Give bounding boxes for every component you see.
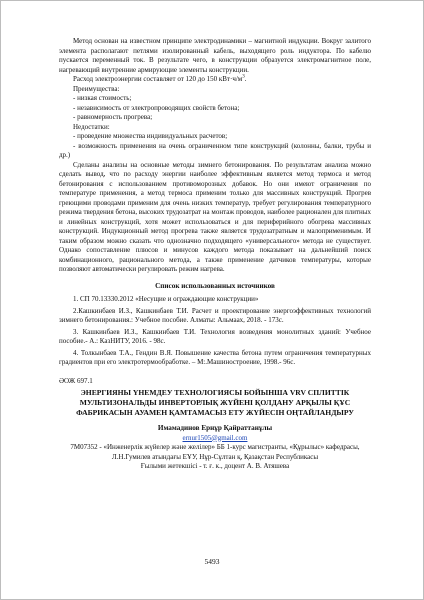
supervisor-line: Ғылыми жетекшісі - т. ғ. к., доцент А. В. Атяшева	[140, 462, 290, 470]
reference-item: 3. Кашкинбаев И.З., Кашкинбаев Т.И. Технология возведения монолитных зданий: Учебное пособие.- А.: КазНИТУ, 2016. - 98с.	[59, 327, 371, 345]
advantages-heading: Преимущества:	[73, 84, 120, 93]
advantage-item: - независимость от электропроводящих свойств бетона;	[73, 103, 240, 112]
reference-item: 1. СП 70.13330.2012 «Несущие и ограждающие конструкции»	[73, 295, 259, 303]
page-content	[59, 37, 371, 472]
page-number: 5493	[204, 557, 220, 566]
disadvantage-item: - возможность применения на очень ограниченном типе конструкций (колонны, балки, трубы и др.)	[59, 141, 371, 159]
author-name: Имамадинов Ернұр Қайраттанұлы	[157, 424, 273, 432]
author-email-link[interactable]: ernur1505@gmail.com	[182, 433, 248, 442]
references-heading: Список использованных источников	[155, 281, 275, 290]
disadvantages-heading: Недостатки:	[73, 122, 110, 131]
reference-item: 4. Толкынбаев Т.А., Гендин В.Я. Повышение качества бетона путем ограничения температурных градиентов при его электротермообработке. – М:.Машиностроение, 1998.- 96с.	[59, 348, 371, 366]
body-paragraph-conclusion: Сделаны анализы на основные методы зимнего бетонирования. По результатам анализа можно сделать вывод, что по расходу энергии наиболее эффективным является метод термоса и метод бетонирования с использованием противоморозных добавок. Но они имеют ограничения по температуре применения, а метод термоса применим только для массивных конструкций. Прогрев греющими проводами применим для очень низких температур, требует регулирования температурного режима твердения бетона, высоких трудозатрат на монтаж проводов, наиболее рационален для плитных и линейных конструкций, хотя может использоваться и для периферийного обогрева массивных конструкций. Индукционный метод прогрева также является трудозатратным и малоприменимым. И таким образом можно сказать что однозначно подходящего «универсального» метода не существует. Однако сопоставление плюсов и минусов каждого метода показывает на дальнейший поиск комбинационного, рационального метода, а также применение датчиков температуры, которые позволяют автоматически регулировать режим нагрева.	[59, 160, 371, 273]
body-paragraph-1: Метод основан на известном принципе электродинамики – магнитной индукции. Вокруг залитого элемента располагают петлями изолированный кабель, выходящего роль индуктора. По кабелю пускается переменный ток. В результате чего, в конструкции образуется электромагнитное поле, нагревающий внутренние армирующие элементы конструкции.	[59, 37, 371, 74]
disadvantage-item: - проведение множества индивидуальных расчетов;	[73, 132, 228, 140]
author-affiliation: 7М07352 - «Инженерлік жүйелер және желілер» ББ 1-курс магистранты, «Құрылыс» кафедрасы, Л.Н.Гумилев атындағы ЕҰУ, Нұр-Сұлтан қ, Қазақстан Республикасы	[70, 443, 360, 461]
reference-item: 2.Кашкинбаев И.З., Кашкинбаев Т.И. Расчет и проектирование энергоэффективных технологий зимнего бетонирования.: Учебное пособие. Алматы: Альмаах, 2018. - 173с.	[59, 306, 371, 324]
energy-consumption-text: Расход электроэнергии составляет от 120 до 150 $кВт\cdot ч/м^3$.	[73, 74, 247, 83]
advantage-item: - низкая стоимость;	[73, 94, 132, 102]
udc-code: ӘОЖ 697.1	[59, 376, 93, 385]
article-title: ЭНЕРГИЯНЫ ҮНЕМДЕУ ТЕХНОЛОГИЯСЫ БОЙЫНША VRV СПЛИТТІК МУЛЬТИЗОНАЛЬДЫ ИНВЕРТОРЛЫҚ ЖҮЙЕНІ ҚОЛДАНУ АРҚЫЛЫ ҚҰС ФАБРИКАСЫН АУАМЕН ҚАМТАМАСЫЗ ЕТУ ЖҮЙЕСІН ОҢТАЙЛАНДЫРУ	[76, 388, 354, 417]
advantage-item: - равномерность прогрева;	[73, 113, 153, 121]
